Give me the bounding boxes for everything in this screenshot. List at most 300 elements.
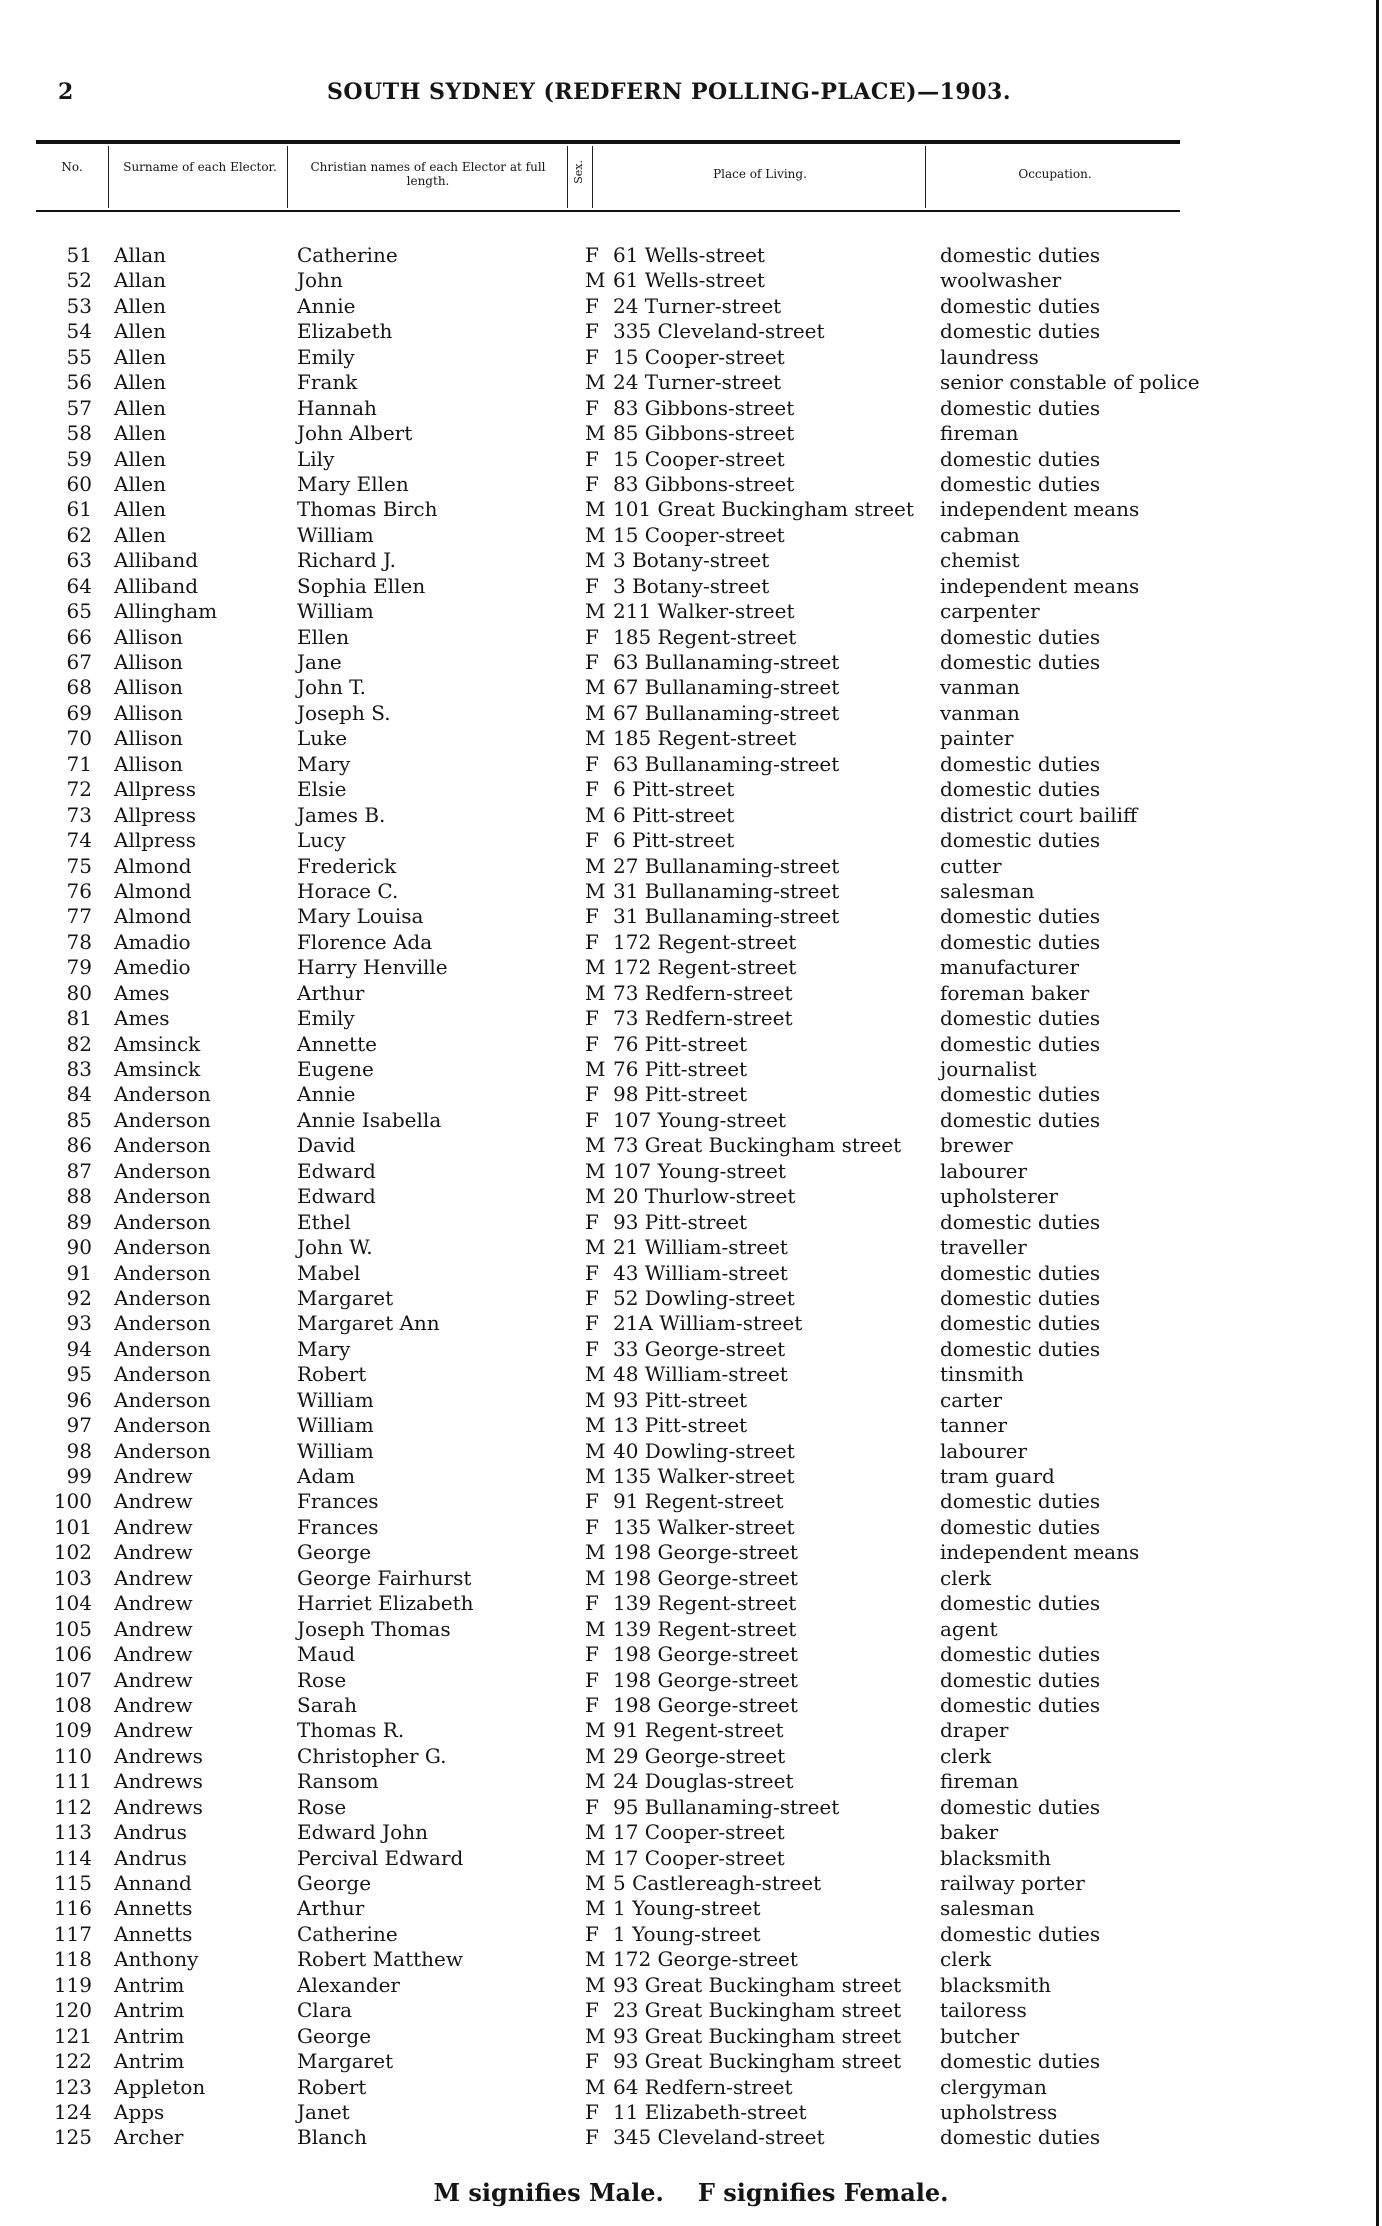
elector-number: 85 (66, 1107, 92, 1132)
elector-occupation: domestic duties (940, 751, 1101, 776)
elector-christian-names: Thomas Birch (297, 497, 438, 522)
elector-christian-names: Robert Matthew (297, 1947, 464, 1972)
elector-number: 109 (53, 1718, 92, 1743)
elector-place-of-living: 61 Wells-street (613, 268, 765, 293)
table-row (0, 497, 1382, 522)
elector-surname: Amsinck (114, 1057, 201, 1081)
table-row (0, 1489, 1382, 1514)
elector-christian-names: Edward (297, 1158, 376, 1183)
elector-number: 53 (66, 293, 92, 318)
table-row (0, 243, 1382, 268)
elector-number: 83 (66, 1057, 92, 1081)
elector-christian-names: George (297, 1540, 372, 1565)
elector-occupation: domestic duties (940, 1692, 1101, 1717)
elector-number: 125 (53, 2125, 92, 2150)
elector-christian-names: William (297, 1413, 374, 1438)
elector-surname: Allison (114, 700, 183, 725)
elector-number: 103 (53, 1565, 92, 1590)
elector-occupation: blacksmith (940, 1972, 1051, 1997)
elector-sex: F (585, 777, 599, 802)
header-rule-top (36, 140, 1180, 144)
elector-christian-names: Catherine (297, 1921, 398, 1946)
elector-sex: F (585, 471, 599, 496)
elector-christian-names: Alexander (297, 1972, 400, 1997)
elector-christian-names: Lily (297, 446, 335, 471)
table-row (0, 1337, 1382, 1362)
elector-surname: Andrew (114, 1718, 193, 1743)
elector-number: 84 (66, 1082, 92, 1107)
elector-occupation: journalist (940, 1057, 1037, 1081)
elector-occupation: domestic duties (940, 1336, 1101, 1361)
elector-christian-names: Mary (297, 1336, 351, 1361)
elector-christian-names: Rose (297, 1667, 347, 1692)
elector-place-of-living: 63 Bullanaming-street (613, 650, 840, 674)
elector-surname: Almond (114, 878, 192, 903)
elector-christian-names: John (297, 268, 343, 293)
elector-christian-names: James B. (297, 802, 386, 827)
table-row (0, 1540, 1382, 1565)
elector-sex: M (585, 1845, 606, 1870)
elector-sex: F (585, 319, 599, 344)
elector-occupation: cutter (940, 853, 1002, 878)
elector-number: 64 (66, 573, 92, 598)
elector-occupation: tailoress (940, 1998, 1027, 2023)
table-row (0, 1082, 1382, 1107)
elector-place-of-living: 172 George-street (613, 1947, 798, 1972)
elector-christian-names: Margaret (297, 2049, 394, 2074)
elector-sex: M (585, 370, 606, 395)
elector-number: 75 (66, 853, 92, 878)
elector-place-of-living: 95 Bullanaming-street (613, 1794, 840, 1819)
elector-surname: Almond (114, 853, 192, 878)
elector-occupation: woolwasher (940, 268, 1062, 293)
elector-sex: F (585, 1998, 599, 2023)
elector-number: 61 (66, 497, 92, 522)
table-row (0, 777, 1382, 802)
elector-place-of-living: 185 Regent-street (613, 624, 797, 649)
elector-number: 104 (53, 1591, 92, 1616)
elector-surname: Andrus (114, 1820, 187, 1845)
elector-place-of-living: 1 Young-street (613, 1921, 761, 1946)
elector-occupation: domestic duties (940, 904, 1101, 929)
elector-surname: Allison (114, 675, 183, 700)
elector-number: 71 (66, 751, 92, 776)
elector-sex: F (585, 828, 599, 853)
table-row (0, 2125, 1382, 2150)
elector-surname: Anderson (114, 1133, 211, 1158)
table-row (0, 1515, 1382, 1540)
elector-surname: Allpress (114, 777, 196, 802)
table-row (0, 1591, 1382, 1616)
elector-surname: Alliband (114, 573, 199, 598)
elector-sex: M (585, 1184, 606, 1209)
elector-sex: M (585, 700, 606, 725)
elector-occupation: domestic duties (940, 1642, 1101, 1667)
elector-number: 74 (66, 828, 92, 853)
table-row (0, 319, 1382, 344)
elector-number: 95 (66, 1362, 92, 1387)
elector-surname: Appleton (114, 2074, 206, 2099)
elector-christian-names: Annie (297, 293, 356, 318)
elector-surname: Allen (114, 497, 166, 522)
table-row (0, 1744, 1382, 1769)
elector-occupation: domestic duties (940, 828, 1101, 853)
table-row (0, 1769, 1382, 1794)
table-row (0, 1388, 1382, 1413)
table-row (0, 1871, 1382, 1896)
elector-sex: M (585, 1387, 606, 1412)
elector-surname: Antrim (114, 1998, 185, 2023)
elector-number: 65 (66, 599, 92, 624)
elector-surname: Anderson (114, 1209, 211, 1234)
elector-christian-names: Janet (297, 2099, 350, 2124)
table-row (0, 1133, 1382, 1158)
elector-surname: Allpress (114, 828, 196, 853)
elector-surname: Allen (114, 319, 166, 344)
elector-sex: M (585, 421, 606, 446)
elector-place-of-living: 3 Botany-street (613, 548, 770, 573)
elector-place-of-living: 64 Redfern-street (613, 2074, 793, 2099)
elector-christian-names: Edward (297, 1184, 376, 1209)
elector-sex: M (585, 726, 606, 751)
table-row (0, 2049, 1382, 2074)
elector-surname: Allen (114, 395, 166, 420)
elector-sex: M (585, 1464, 606, 1488)
elector-place-of-living: 139 Regent-street (613, 1616, 797, 1641)
elector-sex: M (585, 2074, 606, 2099)
elector-occupation: carter (940, 1387, 1003, 1412)
elector-sex: M (585, 1820, 606, 1845)
table-row (0, 904, 1382, 929)
elector-surname: Anderson (114, 1158, 211, 1183)
elector-surname: Allen (114, 344, 166, 369)
table-row (0, 447, 1382, 472)
elector-christian-names: Catherine (297, 243, 398, 267)
elector-christian-names: John W. (297, 1235, 373, 1260)
elector-number: 97 (66, 1413, 92, 1438)
elector-number: 92 (66, 1285, 92, 1310)
elector-number: 58 (66, 421, 92, 446)
elector-sex: M (585, 1362, 606, 1387)
elector-sex: F (585, 1209, 599, 1234)
elector-occupation: domestic duties (940, 650, 1101, 674)
elector-place-of-living: 6 Pitt-street (613, 802, 735, 827)
elector-sex: M (585, 1158, 606, 1183)
elector-sex: F (585, 1794, 599, 1819)
elector-surname: Allison (114, 726, 183, 751)
elector-occupation: carpenter (940, 599, 1040, 624)
elector-surname: Allingham (114, 599, 218, 624)
table-row (0, 523, 1382, 548)
elector-number: 110 (53, 1743, 92, 1768)
elector-surname: Andrew (114, 1667, 193, 1692)
elector-surname: Andrew (114, 1464, 193, 1488)
elector-number: 69 (66, 700, 92, 725)
elector-occupation: tanner (940, 1413, 1008, 1438)
table-row (0, 396, 1382, 421)
elector-sex: M (585, 1743, 606, 1768)
elector-occupation: draper (940, 1718, 1009, 1743)
elector-surname: Allen (114, 293, 166, 318)
elector-place-of-living: 93 Pitt-street (613, 1209, 748, 1234)
elector-surname: Andrew (114, 1616, 193, 1641)
elector-sex: F (585, 1082, 599, 1107)
elector-sex: F (585, 344, 599, 369)
table-row (0, 294, 1382, 319)
elector-number: 112 (53, 1794, 92, 1819)
elector-place-of-living: 198 George-street (613, 1540, 798, 1565)
elector-place-of-living: 67 Bullanaming-street (613, 700, 840, 725)
elector-occupation: manufacturer (940, 955, 1080, 980)
elector-sex: F (585, 2049, 599, 2074)
elector-sex: M (585, 1057, 606, 1081)
elector-surname: Anderson (114, 1438, 211, 1463)
elector-sex: M (585, 955, 606, 980)
elector-surname: Allan (114, 243, 167, 267)
elector-number: 55 (66, 344, 92, 369)
elector-occupation: domestic duties (940, 319, 1101, 344)
elector-christian-names: Frank (297, 370, 358, 395)
elector-sex: F (585, 751, 599, 776)
elector-place-of-living: 185 Regent-street (613, 726, 797, 751)
elector-christian-names: Richard J. (297, 548, 397, 573)
elector-number: 66 (66, 624, 92, 649)
elector-surname: Allen (114, 522, 166, 547)
elector-christian-names: Luke (297, 726, 348, 751)
elector-christian-names: Ellen (297, 624, 350, 649)
elector-number: 77 (66, 904, 92, 929)
elector-place-of-living: 198 George-street (613, 1642, 798, 1667)
elector-occupation: district court bailiff (940, 802, 1138, 827)
elector-place-of-living: 63 Bullanaming-street (613, 751, 840, 776)
elector-christian-names: Annie Isabella (297, 1107, 442, 1132)
elector-sex: F (585, 2125, 599, 2150)
elector-occupation: fireman (940, 421, 1019, 446)
elector-occupation: chemist (940, 548, 1020, 573)
column-separator (592, 146, 593, 208)
elector-sex: F (585, 243, 599, 267)
table-row (0, 726, 1382, 751)
elector-occupation: independent means (940, 573, 1140, 598)
elector-surname: Anderson (114, 1107, 211, 1132)
elector-place-of-living: 27 Bullanaming-street (613, 853, 840, 878)
elector-surname: Anderson (114, 1285, 211, 1310)
elector-place-of-living: 6 Pitt-street (613, 828, 735, 853)
table-row (0, 1566, 1382, 1591)
elector-occupation: agent (940, 1616, 998, 1641)
elector-place-of-living: 93 Great Buckingham street (613, 2049, 902, 2074)
elector-occupation: domestic duties (940, 395, 1101, 420)
elector-occupation: domestic duties (940, 1921, 1101, 1946)
table-row (0, 1947, 1382, 1972)
elector-surname: Anderson (114, 1260, 211, 1285)
elector-christian-names: George (297, 2023, 372, 2048)
elector-sex: F (585, 1260, 599, 1285)
elector-surname: Andrews (114, 1743, 203, 1768)
elector-christian-names: Mary Ellen (297, 471, 409, 496)
elector-occupation: upholsterer (940, 1184, 1059, 1209)
elector-place-of-living: 172 Regent-street (613, 955, 797, 980)
column-header-no: No. (61, 160, 83, 174)
elector-occupation: tram guard (940, 1464, 1055, 1488)
elector-christian-names: George Fairhurst (297, 1565, 472, 1590)
table-row (0, 675, 1382, 700)
elector-sex: F (585, 1336, 599, 1361)
elector-number: 107 (53, 1667, 92, 1692)
elector-occupation: salesman (940, 878, 1035, 903)
elector-christian-names: Edward John (297, 1820, 428, 1845)
elector-sex: F (585, 1921, 599, 1946)
elector-surname: Amadio (114, 929, 191, 954)
elector-place-of-living: 172 Regent-street (613, 929, 797, 954)
elector-christian-names: Christopher G. (297, 1743, 447, 1768)
elector-sex: F (585, 624, 599, 649)
elector-sex: M (585, 522, 606, 547)
elector-place-of-living: 24 Turner-street (613, 293, 782, 318)
table-row (0, 625, 1382, 650)
elector-number: 52 (66, 268, 92, 293)
table-row (0, 1159, 1382, 1184)
elector-occupation: independent means (940, 1540, 1140, 1565)
elector-place-of-living: 13 Pitt-street (613, 1413, 748, 1438)
elector-christian-names: Elsie (297, 777, 347, 802)
elector-sex: M (585, 1438, 606, 1463)
elector-place-of-living: 139 Regent-street (613, 1591, 797, 1616)
elector-place-of-living: 33 George-street (613, 1336, 786, 1361)
elector-sex: M (585, 675, 606, 700)
elector-occupation: railway porter (940, 1871, 1085, 1895)
table-row (0, 2075, 1382, 2100)
elector-place-of-living: 43 William-street (613, 1260, 788, 1285)
elector-sex: F (585, 1591, 599, 1616)
elector-sex: F (585, 1489, 599, 1514)
elector-christian-names: John Albert (297, 421, 413, 446)
elector-number: 105 (53, 1616, 92, 1641)
elector-surname: Allison (114, 751, 183, 776)
elector-occupation: domestic duties (940, 1311, 1101, 1336)
elector-surname: Allen (114, 446, 166, 471)
table-row (0, 1998, 1382, 2023)
column-separator (287, 146, 288, 208)
elector-number: 106 (53, 1642, 92, 1667)
elector-place-of-living: 135 Walker-street (613, 1514, 795, 1539)
elector-place-of-living: 135 Walker-street (613, 1464, 795, 1488)
table-row (0, 472, 1382, 497)
elector-place-of-living: 85 Gibbons-street (613, 421, 795, 446)
elector-place-of-living: 107 Young-street (613, 1107, 786, 1132)
table-row (0, 1311, 1382, 1336)
elector-sex: F (585, 904, 599, 929)
elector-occupation: butcher (940, 2023, 1020, 2048)
elector-sex: M (585, 1871, 606, 1895)
elector-christian-names: Jane (297, 650, 342, 674)
elector-christian-names: Robert (297, 2074, 367, 2099)
elector-occupation: domestic duties (940, 1107, 1101, 1132)
elector-sex: M (585, 1235, 606, 1260)
elector-occupation: domestic duties (940, 929, 1101, 954)
elector-surname: Ames (114, 1006, 170, 1031)
elector-sex: M (585, 878, 606, 903)
elector-sex: F (585, 293, 599, 318)
elector-occupation: domestic duties (940, 1031, 1101, 1056)
elector-occupation: domestic duties (940, 243, 1101, 267)
elector-christian-names: Ransom (297, 1769, 379, 1794)
table-row (0, 1439, 1382, 1464)
elector-christian-names: Frances (297, 1514, 379, 1539)
elector-place-of-living: 17 Cooper-street (613, 1820, 785, 1845)
column-separator (108, 146, 109, 208)
table-row (0, 599, 1382, 624)
table-row (0, 1846, 1382, 1871)
sex-legend (0, 2178, 1382, 2207)
elector-number: 91 (66, 1260, 92, 1285)
elector-place-of-living: 40 Dowling-street (613, 1438, 795, 1463)
table-row (0, 828, 1382, 853)
elector-christian-names: Florence Ada (297, 929, 433, 954)
table-row (0, 1210, 1382, 1235)
elector-place-of-living: 93 Great Buckingham street (613, 2023, 902, 2048)
elector-place-of-living: 91 Regent-street (613, 1489, 784, 1514)
elector-surname: Amsinck (114, 1031, 201, 1056)
elector-place-of-living: 98 Pitt-street (613, 1082, 748, 1107)
elector-christian-names: Sophia Ellen (297, 573, 426, 598)
elector-number: 111 (53, 1769, 92, 1794)
elector-christian-names: Margaret (297, 1285, 394, 1310)
elector-sex: F (585, 573, 599, 598)
elector-place-of-living: 73 Redfern-street (613, 1006, 793, 1031)
table-row (0, 1464, 1382, 1489)
elector-christian-names: Emily (297, 1006, 355, 1031)
elector-sex: M (585, 1616, 606, 1641)
elector-number: 63 (66, 548, 92, 573)
elector-number: 94 (66, 1336, 92, 1361)
table-row (0, 1922, 1382, 1947)
elector-number: 90 (66, 1235, 92, 1260)
elector-christian-names: Harriet Elizabeth (297, 1591, 474, 1616)
elector-number: 122 (53, 2049, 92, 2074)
table-row (0, 370, 1382, 395)
elector-number: 80 (66, 980, 92, 1005)
elector-place-of-living: 15 Cooper-street (613, 522, 785, 547)
elector-number: 56 (66, 370, 92, 395)
elector-number: 116 (53, 1896, 92, 1921)
elector-christian-names: William (297, 1438, 374, 1463)
elector-occupation: foreman baker (940, 980, 1090, 1005)
table-row (0, 650, 1382, 675)
elector-number: 72 (66, 777, 92, 802)
elector-christian-names: Clara (297, 1998, 353, 2023)
table-row (0, 1057, 1382, 1082)
elector-place-of-living: 5 Castlereagh-street (613, 1871, 822, 1895)
elector-occupation: domestic duties (940, 1006, 1101, 1031)
elector-occupation: domestic duties (940, 1794, 1101, 1819)
table-row (0, 930, 1382, 955)
elector-place-of-living: 6 Pitt-street (613, 777, 735, 802)
legend-male: M signifies Male. (433, 2178, 664, 2207)
table-row (0, 574, 1382, 599)
table-row (0, 955, 1382, 980)
elector-surname: Andrews (114, 1794, 203, 1819)
elector-place-of-living: 67 Bullanaming-street (613, 675, 840, 700)
elector-place-of-living: 83 Gibbons-street (613, 395, 795, 420)
table-row (0, 1617, 1382, 1642)
elector-occupation: labourer (940, 1438, 1028, 1463)
table-row (0, 345, 1382, 370)
elector-surname: Andrews (114, 1769, 203, 1794)
elector-christian-names: Elizabeth (297, 319, 393, 344)
elector-sex: F (585, 2099, 599, 2124)
column-separator (925, 146, 926, 208)
